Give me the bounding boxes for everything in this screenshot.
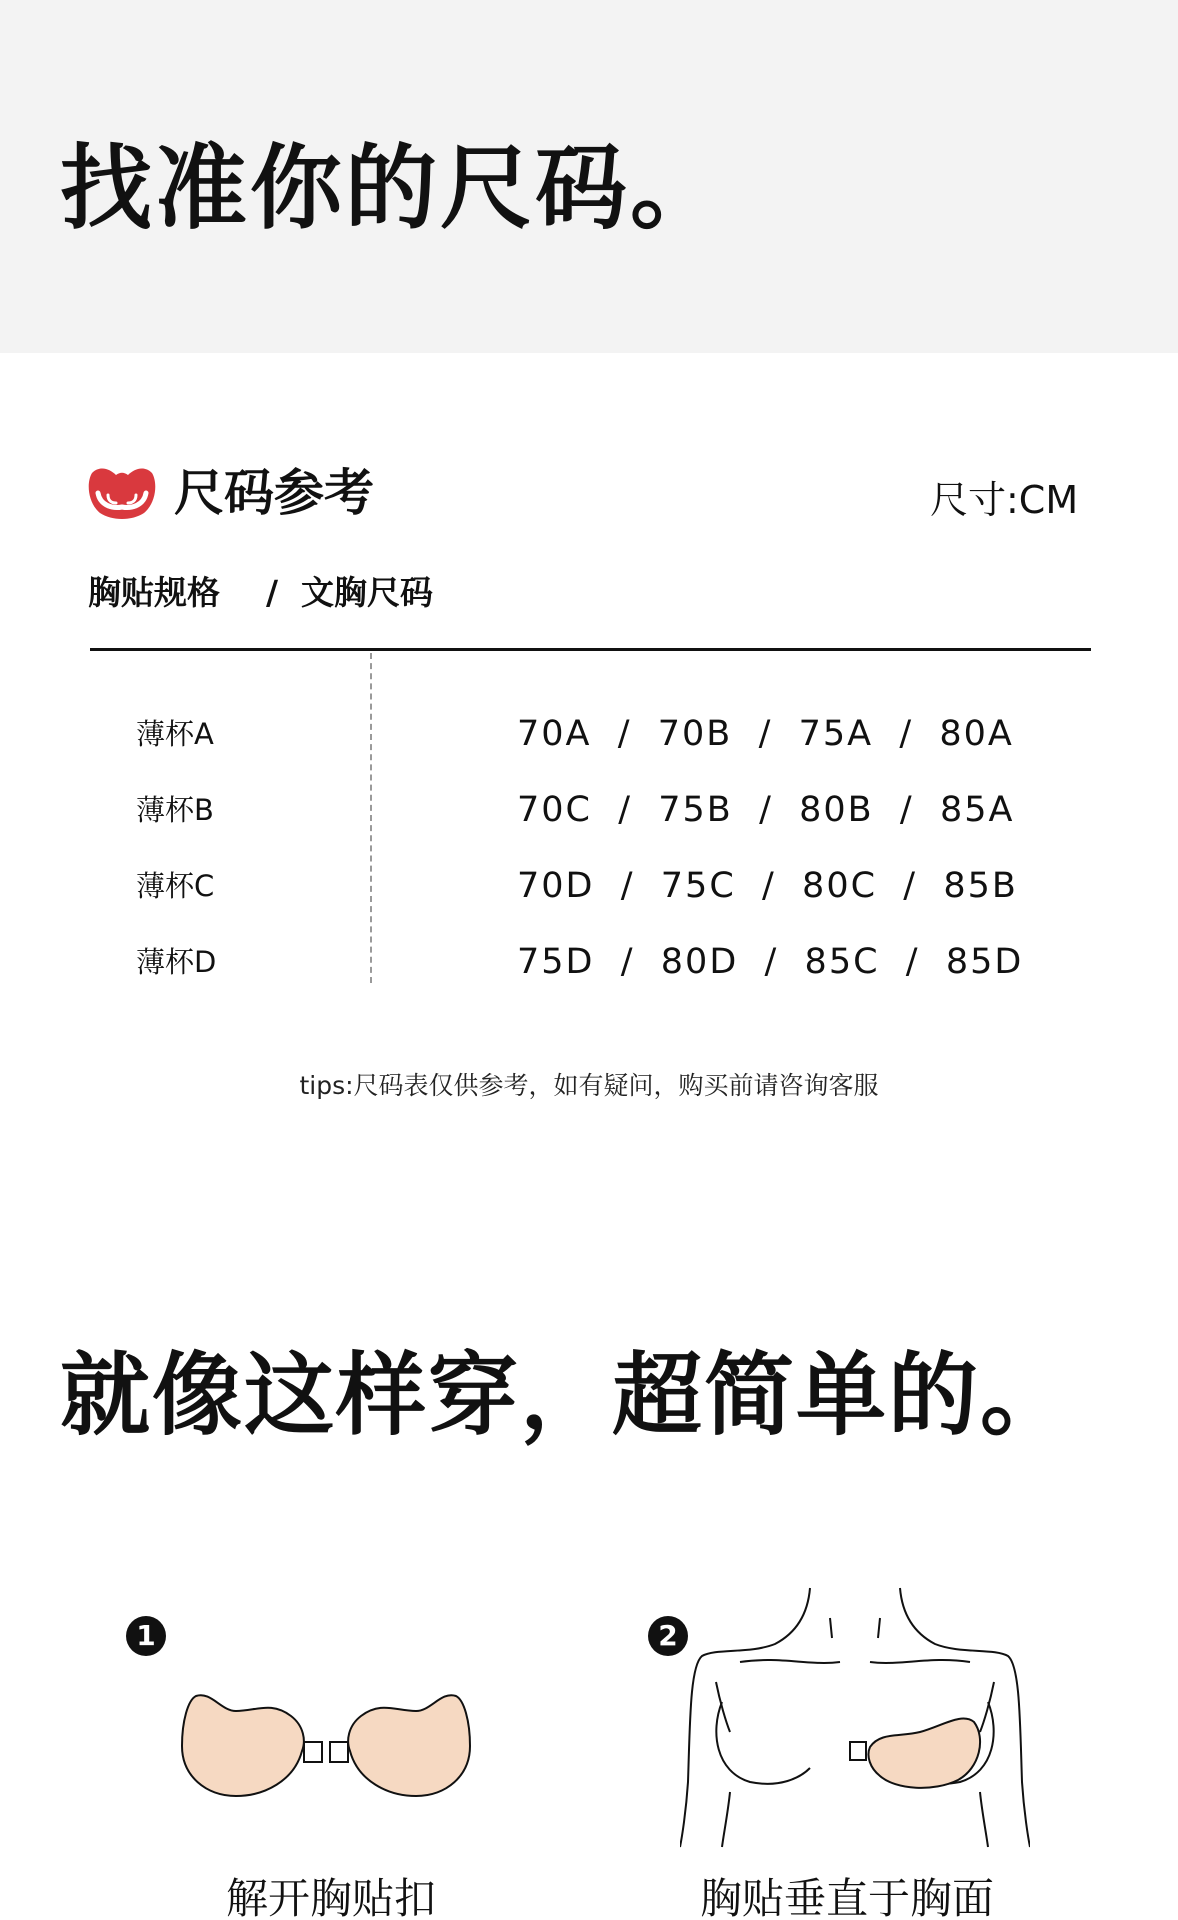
row-label: 薄杯B [136, 793, 214, 827]
size-chart-title: 尺码参考 [174, 464, 374, 522]
hero-banner [0, 0, 1178, 353]
bra-open-icon [176, 1686, 476, 1806]
table-row [0, 785, 1178, 845]
table-row [0, 937, 1178, 997]
row-label: 薄杯A [136, 717, 214, 751]
size-chart-subtitle: 胸贴规格 / 文胸尺码 [88, 573, 433, 612]
tips-note: tips:尺码表仅供参考，如有疑问，购买前请咨询客服 [299, 1071, 879, 1100]
row-label: 薄杯D [136, 945, 217, 979]
step-1-caption: 解开胸贴扣 [226, 1874, 437, 1920]
step-1-number: 1 [126, 1616, 166, 1656]
hero-title: 找准你的尺码。 [60, 135, 726, 242]
row-value: 70A / 70B / 75A / 80A [517, 714, 1014, 754]
step-2-caption: 胸贴垂直于胸面 [700, 1874, 995, 1920]
size-unit-label: 尺寸:CM [930, 478, 1079, 522]
step-2-number: 2 [648, 1616, 688, 1656]
torso-with-cup-icon [680, 1582, 1030, 1852]
cat-logo-icon [86, 463, 158, 521]
row-label: 薄杯C [136, 869, 215, 903]
table-divider [90, 648, 1091, 651]
row-value: 75D / 80D / 85C / 85D [517, 942, 1024, 982]
table-row [0, 861, 1178, 921]
howto-title: 就像这样穿，超简单的。 [60, 1343, 1072, 1448]
table-row [0, 709, 1178, 769]
row-value: 70C / 75B / 80B / 85A [517, 790, 1015, 830]
row-value: 70D / 75C / 80C / 85B [517, 866, 1018, 906]
